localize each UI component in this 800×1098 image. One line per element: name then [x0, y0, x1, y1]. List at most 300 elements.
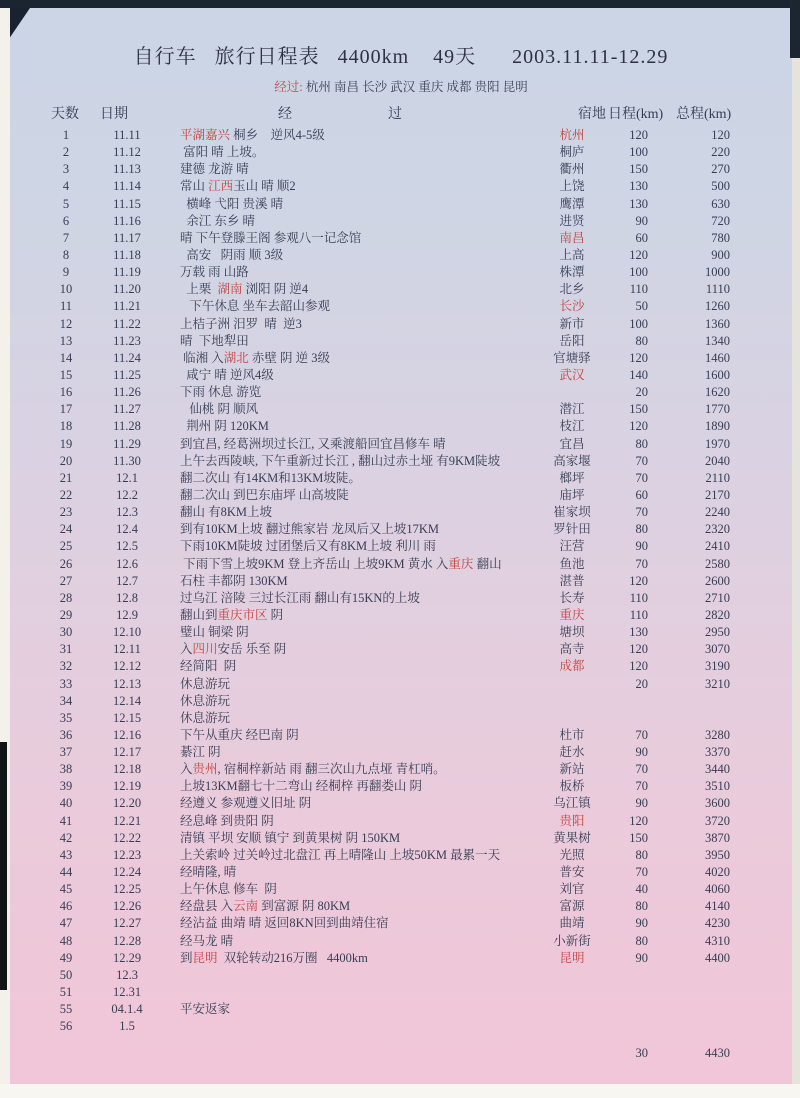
header-route-right: 过 — [388, 107, 402, 122]
stay-cell: 成都 — [559, 659, 585, 674]
date-cell: 11.15 — [113, 196, 141, 211]
daily-cell: 120 — [629, 659, 648, 674]
table-row — [10, 967, 792, 984]
route-text: 安岳 乐至 阴 — [217, 642, 287, 657]
stay-cell: 南昌 — [559, 230, 585, 245]
daily-cell: 90 — [635, 950, 648, 965]
daily-cell: 120 — [629, 573, 648, 588]
date-cell: 11.14 — [113, 179, 141, 194]
route-text: 浏阳 阴 逆4 — [242, 282, 309, 297]
daily-cell: 120 — [629, 642, 648, 657]
route-cell — [166, 813, 530, 830]
route-cell — [166, 264, 530, 281]
total-cell: 3280 — [705, 727, 730, 742]
total-cell: 3600 — [705, 796, 730, 811]
route-highlight: 湖南 — [217, 282, 243, 297]
date-cell: 11.25 — [113, 367, 141, 382]
date-cell: 12.9 — [116, 607, 138, 622]
stay-cell: 进贤 — [559, 213, 585, 228]
route-text: 临湘 入 — [180, 350, 224, 365]
route-cell — [166, 196, 530, 213]
date-cell: 12.7 — [116, 573, 138, 588]
daily-cell: 50 — [635, 299, 648, 314]
table-row — [10, 281, 792, 298]
table-row — [10, 436, 792, 453]
route-highlight: 平湖嘉兴 — [180, 128, 231, 142]
table-row — [10, 264, 792, 281]
total-cell: 3210 — [705, 676, 730, 691]
scan-edge-top — [0, 0, 800, 8]
route-cell — [166, 641, 530, 658]
route-text: 过乌江 涪陵 三过长江雨 翻山有15KN的上坡 — [180, 590, 420, 605]
table-row — [10, 127, 792, 144]
route-highlight: 贵州 — [192, 762, 218, 777]
route-cell — [166, 418, 530, 435]
stay-cell: 榔坪 — [559, 470, 585, 485]
route-summary-cities: 杭州 南昌 长沙 武汉 重庆 成都 贵阳 昆明 — [305, 80, 528, 94]
route-cell — [166, 676, 530, 693]
date-cell: 04.1.4 — [111, 1002, 143, 1017]
route-cell — [166, 367, 530, 384]
route-highlight: 四川 — [192, 642, 218, 657]
stay-cell: 汪营 — [559, 539, 585, 554]
route-cell — [166, 230, 530, 247]
total-cell: 220 — [711, 145, 730, 160]
table-row — [10, 213, 792, 230]
route-cell — [166, 881, 530, 898]
stay-cell: 武汉 — [559, 367, 585, 382]
total-cell: 500 — [711, 179, 730, 194]
stay-cell: 富源 — [559, 899, 585, 914]
route-cell — [166, 778, 530, 795]
total-cell: 1460 — [705, 350, 730, 365]
table-row — [10, 401, 792, 418]
date-cell: 11.30 — [113, 453, 141, 468]
route-cell — [166, 127, 530, 144]
table-row — [10, 556, 792, 573]
date-cell: 12.16 — [112, 727, 142, 742]
route-cell — [166, 590, 530, 607]
route-text: 入 — [180, 762, 193, 777]
table-row — [10, 727, 792, 744]
route-text: 翻二次山 到巴东庙坪 山高坡陡 — [180, 487, 349, 502]
day-cell: 41 — [59, 813, 73, 828]
day-cell: 15 — [59, 367, 73, 382]
table-row — [10, 864, 792, 881]
date-cell: 11.20 — [113, 282, 141, 297]
daily-cell: 90 — [635, 539, 648, 554]
route-cell — [166, 521, 530, 538]
daily-cell: 80 — [635, 933, 648, 948]
stay-cell: 鱼池 — [559, 556, 585, 571]
route-summary — [10, 77, 792, 95]
date-cell: 12.27 — [112, 916, 142, 931]
day-cell: 21 — [59, 470, 73, 485]
route-cell — [166, 316, 530, 333]
route-text: 经遵义 参观遵义旧址 阴 — [180, 796, 312, 811]
date-cell: 12.6 — [116, 556, 138, 571]
route-highlight: 重庆市区 — [217, 607, 268, 622]
total-cell: 2110 — [705, 470, 730, 485]
day-cell: 38 — [59, 762, 73, 777]
day-cell: 55 — [59, 1002, 73, 1017]
route-cell — [166, 453, 530, 470]
total-cell: 1620 — [705, 385, 730, 400]
table-row — [10, 881, 792, 898]
total-cell: 2710 — [705, 590, 730, 605]
stay-cell: 崔家坝 — [553, 505, 591, 520]
daily-cell: 110 — [629, 590, 648, 605]
header-daily-km: 日程(km) — [608, 107, 664, 122]
date-cell: 11.16 — [113, 213, 141, 228]
total-cell: 120 — [711, 128, 730, 142]
route-text: 上坡13KM翻七十二弯山 经桐梓 再翻娄山 阴 — [180, 779, 423, 794]
route-cell — [166, 504, 530, 521]
route-text: 上关索岭 过关岭过北盘江 再上晴隆山 上坡50KM 最累一天 — [180, 847, 501, 862]
itinerary-page — [10, 8, 792, 1084]
route-text: 璧山 铜梁 阴 — [180, 625, 249, 640]
page-title: 自行车 旅行日程表 4400km 49天 2003.11.11-12.29 — [133, 46, 669, 68]
daily-cell: 130 — [629, 196, 648, 211]
stay-cell: 重庆 — [559, 607, 585, 622]
date-cell: 11.23 — [113, 333, 141, 348]
route-text: 高安 阴雨 顺 3级 — [180, 247, 284, 262]
route-text: 双轮转动216万圈 4400km — [217, 950, 368, 965]
day-cell: 12 — [59, 316, 73, 331]
day-cell: 51 — [59, 985, 73, 1000]
route-text: 经沾益 曲靖 晴 返回8KN回到曲靖住宿 — [180, 916, 389, 931]
day-cell: 47 — [59, 916, 73, 931]
table-row — [10, 676, 792, 693]
day-cell: 32 — [59, 659, 73, 674]
day-cell: 8 — [62, 247, 70, 262]
stay-cell: 昆明 — [559, 950, 585, 965]
day-cell: 49 — [59, 950, 73, 965]
table-footer-row — [10, 1045, 792, 1062]
table-row — [10, 384, 792, 401]
table-row — [10, 178, 792, 195]
route-text: 赤壁 阴 逆 3级 — [248, 350, 331, 365]
route-text: 下午休息 坐车去韶山参观 — [180, 299, 331, 314]
route-text: 经盘县 入 — [180, 899, 234, 914]
total-cell: 4230 — [705, 916, 730, 931]
day-cell: 35 — [59, 710, 73, 725]
route-cell — [166, 658, 530, 675]
table-row — [10, 795, 792, 812]
stay-cell: 黄果树 — [553, 830, 591, 845]
total-cell: 1340 — [705, 333, 730, 348]
daily-cell: 70 — [635, 556, 648, 571]
total-cell: 720 — [711, 213, 730, 228]
route-cell — [166, 761, 530, 778]
stay-cell: 杜市 — [559, 727, 585, 742]
table-row — [10, 367, 792, 384]
route-highlight: 昆明 — [192, 950, 218, 965]
route-text: 下雨下雪上坡9KM 登上齐岳山 上坡9KM 黄水 入 — [180, 556, 449, 571]
day-cell: 23 — [59, 505, 73, 520]
route-cell — [166, 915, 530, 932]
route-cell — [166, 298, 530, 315]
route-cell — [166, 950, 530, 967]
route-highlight: 江西 — [208, 179, 234, 194]
day-cell: 40 — [59, 796, 73, 811]
day-cell: 34 — [59, 693, 73, 708]
total-cell: 780 — [711, 230, 730, 245]
stay-cell: 岳阳 — [559, 333, 585, 348]
route-cell — [166, 710, 530, 727]
table-row — [10, 161, 792, 178]
day-cell: 33 — [59, 676, 73, 691]
table-row — [10, 933, 792, 950]
table-row — [10, 230, 792, 247]
daily-cell: 40 — [635, 882, 648, 897]
route-cell — [166, 624, 530, 641]
stay-cell: 新市 — [559, 316, 585, 331]
daily-cell: 20 — [635, 385, 648, 400]
table-row — [10, 898, 792, 915]
route-text: 到有10KM上坡 翻过熊家岩 龙凤后又上坡17KM — [180, 522, 440, 537]
day-cell: 19 — [59, 436, 73, 451]
stay-cell: 赶水 — [559, 745, 585, 760]
total-cell: 4020 — [705, 865, 730, 880]
route-text: 到富源 阴 80KM — [258, 899, 351, 914]
route-cell — [166, 487, 530, 504]
date-cell: 12.31 — [112, 985, 142, 1000]
table-row — [10, 915, 792, 932]
date-cell: 12.14 — [112, 693, 142, 708]
route-cell — [166, 333, 530, 350]
date-cell: 12.1 — [116, 470, 138, 485]
date-cell: 12.5 — [116, 539, 138, 554]
total-cell: 2600 — [705, 573, 730, 588]
day-cell: 2 — [62, 145, 70, 160]
route-text: 阴 — [267, 607, 284, 622]
route-cell — [166, 847, 530, 864]
table-row — [10, 418, 792, 435]
total-cell: 3510 — [705, 779, 730, 794]
route-cell — [166, 727, 530, 744]
daily-cell: 70 — [635, 470, 648, 485]
route-cell — [166, 436, 530, 453]
stay-cell: 高寺 — [559, 642, 585, 657]
stay-cell: 北乡 — [559, 282, 585, 297]
route-text: 荆州 阴 120KM — [180, 419, 269, 434]
day-cell: 31 — [59, 642, 73, 657]
daily-cell: 110 — [629, 282, 648, 297]
route-text: 晴 下地犁田 — [180, 333, 249, 348]
route-text: 綦江 阴 — [180, 745, 221, 760]
day-cell: 11 — [59, 299, 73, 314]
route-cell — [166, 864, 530, 881]
table-row — [10, 813, 792, 830]
date-cell: 11.21 — [113, 299, 141, 314]
stay-cell: 衢州 — [559, 162, 585, 177]
header-route-left: 经 — [278, 107, 292, 122]
day-cell: 43 — [59, 847, 73, 862]
total-cell: 4310 — [705, 933, 730, 948]
stay-cell: 湛普 — [559, 573, 585, 588]
total-cell: 3370 — [705, 745, 730, 760]
header-date: 日期 — [100, 107, 128, 122]
daily-cell: 100 — [629, 265, 648, 280]
date-cell: 12.26 — [112, 899, 142, 914]
table-row — [10, 453, 792, 470]
table-row — [10, 196, 792, 213]
daily-cell: 80 — [635, 899, 648, 914]
route-text: 休息游玩 — [180, 710, 231, 725]
daily-cell: 150 — [629, 830, 648, 845]
date-cell: 11.24 — [113, 350, 141, 365]
day-cell: 25 — [59, 539, 73, 554]
table-row — [10, 710, 792, 727]
table-row — [10, 641, 792, 658]
day-cell: 42 — [59, 830, 73, 845]
daily-cell: 120 — [629, 128, 648, 142]
table-row — [10, 847, 792, 864]
date-cell: 12.13 — [112, 676, 142, 691]
date-cell: 12.3 — [116, 967, 138, 982]
table-row — [10, 333, 792, 350]
stay-cell: 株潭 — [559, 265, 585, 280]
day-cell: 13 — [59, 333, 73, 348]
route-text: 上午去西陵峡, 下午重新过长江 , 翻山过赤土垭 有9KM陡坡 — [180, 453, 501, 468]
stay-cell: 罗针田 — [553, 522, 591, 537]
route-text: 咸宁 晴 逆风4级 — [180, 367, 274, 382]
table-row — [10, 316, 792, 333]
daily-cell: 100 — [629, 145, 648, 160]
daily-cell: 90 — [635, 916, 648, 931]
route-cell — [166, 213, 530, 230]
route-text: 余江 东乡 晴 — [180, 213, 256, 228]
route-text: 上栗 — [180, 282, 218, 297]
route-text: 常山 — [180, 179, 209, 194]
route-cell — [166, 607, 530, 624]
route-text: 翻山 — [473, 556, 502, 571]
date-cell: 11.29 — [113, 436, 141, 451]
daily-cell: 80 — [635, 436, 648, 451]
daily-cell: 130 — [629, 625, 648, 640]
route-text: 翻山到 — [180, 607, 218, 622]
route-text: 休息游玩 — [180, 676, 231, 691]
day-cell: 7 — [62, 230, 70, 245]
table-row — [10, 487, 792, 504]
date-cell: 12.3 — [116, 505, 138, 520]
route-text: 万载 雨 山路 — [180, 265, 249, 280]
stay-cell: 枝江 — [559, 419, 585, 434]
date-cell: 12.11 — [113, 642, 141, 657]
day-cell: 26 — [59, 556, 73, 571]
route-cell — [166, 161, 530, 178]
date-cell: 12.22 — [112, 830, 142, 845]
route-cell — [166, 401, 530, 418]
total-cell: 630 — [711, 196, 730, 211]
table-row — [10, 350, 792, 367]
date-cell: 11.28 — [113, 419, 141, 434]
day-cell: 24 — [59, 522, 73, 537]
route-cell — [166, 281, 530, 298]
table-row — [10, 1018, 792, 1035]
date-cell: 11.12 — [113, 145, 141, 160]
route-cell — [166, 178, 530, 195]
date-cell: 12.17 — [112, 745, 142, 760]
day-cell: 4 — [62, 179, 70, 194]
route-text: 到宜昌, 经葛洲坝过长江, 又乘渡船回宜昌修车 晴 — [180, 436, 446, 451]
table-row — [10, 761, 792, 778]
table-rows — [10, 127, 792, 1063]
stay-cell: 新站 — [559, 762, 585, 777]
route-text: 上午休息 修车 阴 — [180, 882, 277, 897]
route-text: 下雨10KM陡坡 过团堡后又有8KM上坡 利川 雨 — [180, 539, 436, 554]
route-cell — [166, 556, 530, 573]
daily-cell: 90 — [635, 745, 648, 760]
daily-cell: 80 — [635, 522, 648, 537]
date-cell: 11.13 — [113, 162, 141, 177]
route-text: 富阳 晴 上坡。 — [180, 145, 265, 160]
header-day: 天数 — [51, 107, 79, 122]
route-text: 晴 下午登滕王阁 参观八一记念馆 — [180, 230, 362, 245]
total-cell: 1110 — [705, 282, 730, 297]
route-text: 经马龙 晴 — [180, 933, 234, 948]
route-text: 翻二次山 有14KM和13KM坡陡。 — [180, 470, 361, 485]
date-cell: 11.19 — [113, 265, 141, 280]
route-cell — [166, 830, 530, 847]
table-row — [10, 298, 792, 315]
date-cell: 12.10 — [112, 625, 142, 640]
total-cell: 2580 — [705, 556, 730, 571]
day-cell: 3 — [62, 162, 70, 177]
daily-cell: 120 — [629, 350, 648, 365]
route-text: 翻山 有8KM上坡 — [180, 505, 273, 520]
route-cell — [166, 144, 530, 161]
date-cell: 12.28 — [112, 933, 142, 948]
total-cell: 2240 — [705, 505, 730, 520]
table-row — [10, 1001, 792, 1018]
daily-cell: 120 — [629, 419, 648, 434]
stay-cell: 宜昌 — [559, 436, 585, 451]
day-cell: 28 — [59, 590, 73, 605]
daily-cell: 150 — [629, 402, 648, 417]
total-cell: 4400 — [705, 950, 730, 965]
table-row — [10, 247, 792, 264]
stay-cell: 上饶 — [559, 179, 585, 194]
day-cell: 1 — [62, 128, 70, 142]
table-row — [10, 658, 792, 675]
daily-cell: 70 — [635, 505, 648, 520]
route-text: 横峰 弋阳 贵溪 晴 — [180, 196, 284, 211]
route-cell — [166, 384, 530, 401]
stay-cell: 鹰潭 — [559, 196, 585, 211]
date-cell: 12.19 — [112, 779, 142, 794]
total-cell: 1770 — [705, 402, 730, 417]
daily-cell: 90 — [635, 796, 648, 811]
route-text: 下午从重庆 经巴南 阴 — [180, 727, 299, 742]
stay-cell: 光照 — [559, 847, 585, 862]
day-cell: 5 — [62, 196, 70, 211]
route-text: 下雨 休息 游览 — [180, 385, 262, 400]
table-row — [10, 504, 792, 521]
total-cell: 2320 — [705, 522, 730, 537]
route-highlight: 重庆 — [448, 556, 474, 571]
day-cell: 10 — [59, 282, 73, 297]
date-cell: 12.8 — [116, 590, 138, 605]
table-row — [10, 590, 792, 607]
total-cell: 3440 — [705, 762, 730, 777]
total-cell: 1360 — [705, 316, 730, 331]
day-cell: 45 — [59, 882, 73, 897]
route-cell — [166, 933, 530, 950]
total-cell: 3870 — [705, 830, 730, 845]
day-cell: 36 — [59, 727, 73, 742]
